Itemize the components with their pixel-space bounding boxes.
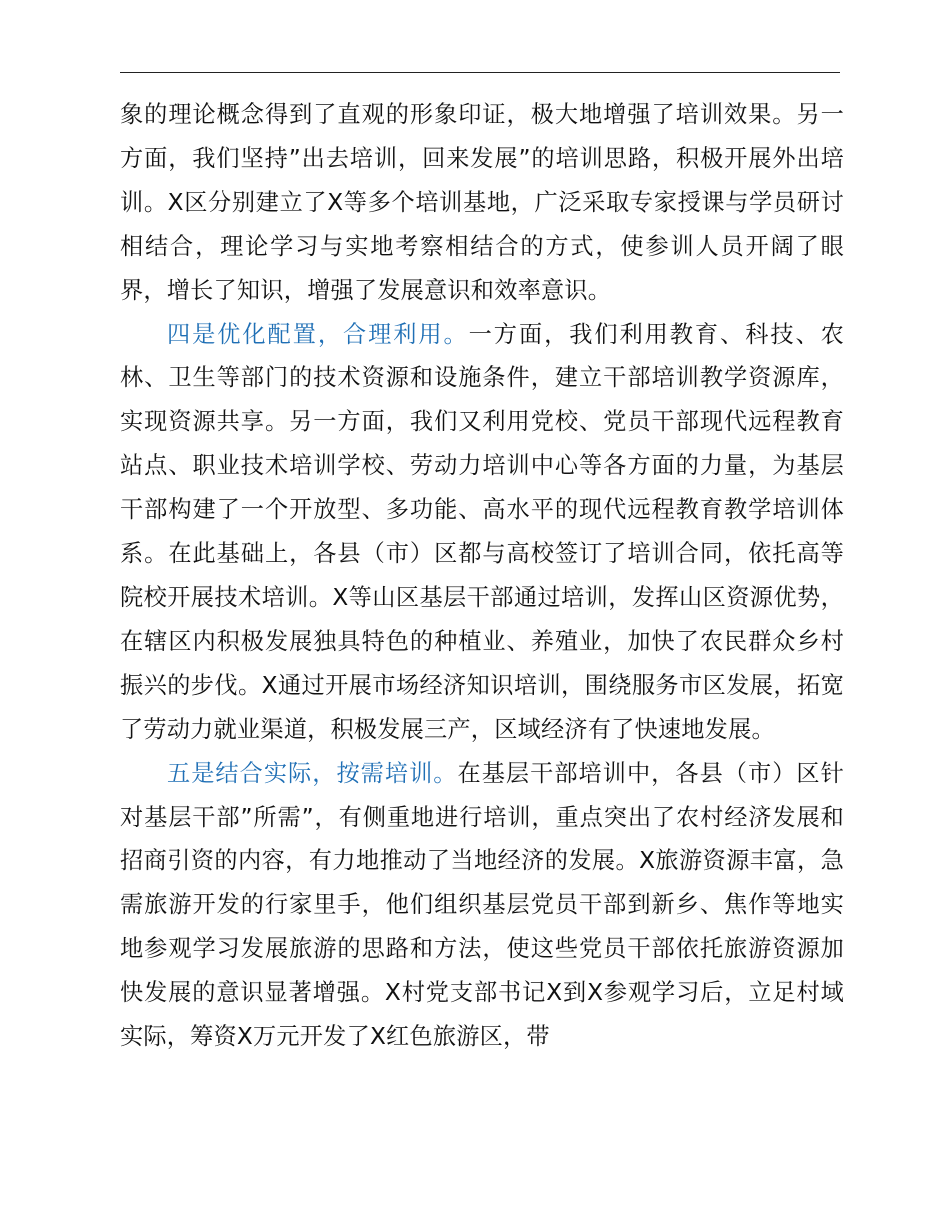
paragraph-text: 象的理论概念得到了直观的形象印证，极大地增强了培训效果。另一方面，我们坚持”出去培训，回来发展”的培训思路，积极开展外出培训。X区分别建立了X等多个培训基地，广泛采取专家授课与学员研讨相结合，理论学习与实地考察相结合的方式，使参训人员开阔了眼界，增长了知识，增强了发展意识和效率意识。 [120, 101, 844, 304]
paragraph-continuation [120, 93, 844, 313]
paragraph-heading: 五是结合实际，按需培训。 [167, 759, 458, 787]
paragraph-optimize-allocation [120, 313, 844, 752]
header-divider [120, 72, 840, 73]
paragraph-heading: 四是优化配置，合理利用。 [167, 320, 469, 348]
paragraph-text: 一方面，我们利用教育、科技、农林、卫生等部门的技术资源和设施条件，建立干部培训教学资源库，实现资源共享。另一方面，我们又利用党校、党员干部现代远程教育站点、职业技术培训学校、劳动力培训中心等各方面的力量，为基层干部构建了一个开放型、多功能、高水平的现代远程教育教学培训体系。在此基础上，各县（市）区都与高校签订了培训合同，依托高等院校开展技术培训。X等山区基层干部通过培训，发挥山区资源优势，在辖区内积极发展独具特色的种植业、养殖业，加快了农民群众乡村振兴的步伐。X通过开展市场经济知识培训，围绕服务市区发展，拓宽了劳动力就业渠道，积极发展三产，区域经济有了快速地发展。 [120, 320, 844, 743]
paragraph-needs-based-training [120, 752, 844, 1059]
document-body [120, 93, 844, 1059]
paragraph-text: 在基层干部培训中，各县（市）区针对基层干部”所需”，有侧重地进行培训，重点突出了农村经济发展和招商引资的内容，有力地推动了当地经济的发展。X旅游资源丰富，急需旅游开发的行家里手，他们组织基层党员干部到新乡、焦作等地实地参观学习发展旅游的思路和方法，使这些党员干部依托旅游资源加快发展的意识显著增强。X村党支部书记X到X参观学习后，立足村域实际，筹资X万元开发了X红色旅游区，带 [120, 759, 844, 1051]
